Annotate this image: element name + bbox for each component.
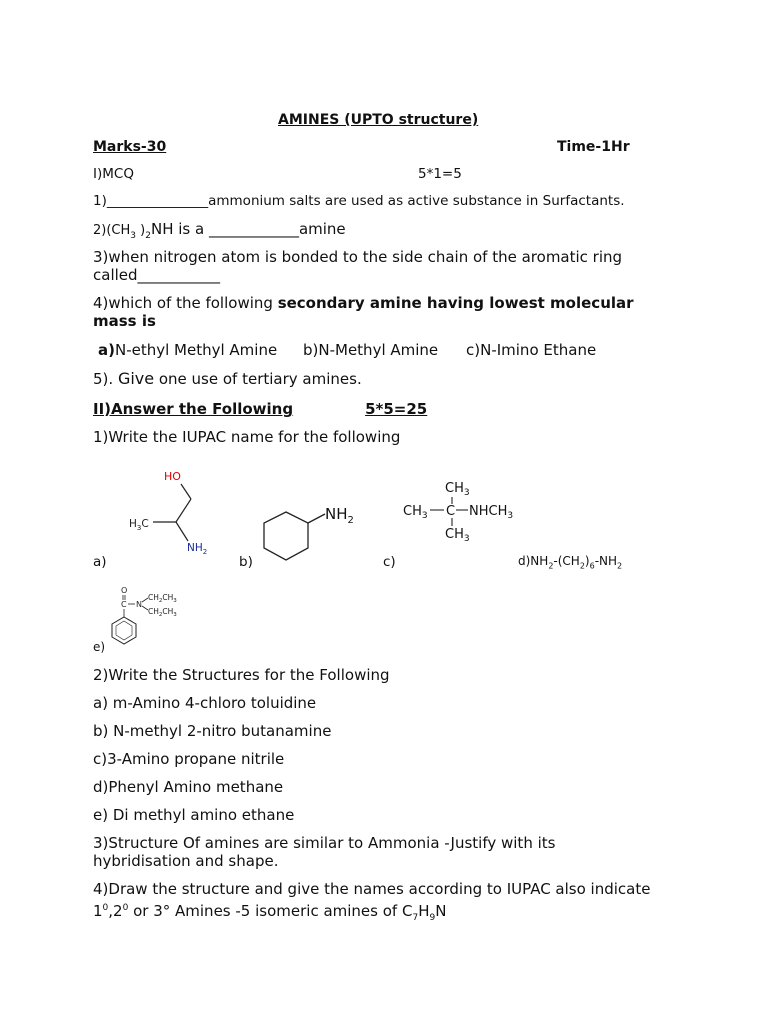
svg-text:CH2CH3: $CH_2CH_3$ bbox=[148, 607, 177, 618]
mcq-heading: I)MCQ bbox=[93, 166, 134, 182]
structure-e-diagram bbox=[106, 582, 196, 650]
mcq-q1: 1)_______________ammonium salts are used as active substance in Surfactants. bbox=[93, 193, 625, 209]
svg-text:CH3: $CH_3$ bbox=[445, 527, 470, 544]
mcq-q3: 3)when nitrogen atom is bonded to the side chain of the aromatic ring called___________ bbox=[93, 248, 623, 284]
section2-heading: II)Answer the Following 5*5=25 bbox=[93, 400, 428, 418]
mcq-score: 5*1=5 bbox=[418, 166, 462, 182]
mcq-q5: 5). Give one use of tertiary amines. bbox=[93, 369, 362, 388]
svg-text:NHCH3: $NHCH_3$ bbox=[469, 504, 514, 521]
section2-q2-a: a) m-Amino 4-chloro toluidine bbox=[93, 694, 317, 712]
mcq-q4-option-b: b)N-Methyl Amine bbox=[303, 341, 439, 359]
structure-a-diagram bbox=[125, 462, 215, 562]
svg-text:C: C bbox=[446, 504, 456, 519]
structure-e-label: e) bbox=[93, 640, 106, 654]
structure-b-label: b) bbox=[239, 554, 253, 570]
section2-q2-e: e) Di methyl amino ethane bbox=[93, 806, 295, 824]
svg-text:O: O bbox=[121, 586, 128, 595]
svg-text:N: N bbox=[136, 600, 142, 609]
section2-q4: 4)Draw the structure and give the names according to IUPAC also indicate $1^0,2^0$ or 3° Amines -5 isomeric amines of $C_7H_9N$ bbox=[93, 880, 651, 923]
section2-q2-c: c)3-Amino propane nitrile bbox=[93, 750, 285, 768]
svg-text:CH3: $CH_3$ bbox=[403, 504, 428, 521]
time-label: Time-1Hr bbox=[557, 139, 630, 155]
struct-a-ho: HO bbox=[164, 470, 181, 483]
mcq-q4: 4)which of the following secondary amine having lowest molecular mass is bbox=[93, 294, 634, 330]
page-title: AMINES (UPTO structure) bbox=[278, 112, 479, 128]
structure-c-label: c) bbox=[383, 554, 396, 570]
section2-q2-b: b) N-methyl 2-nitro butanamine bbox=[93, 722, 332, 740]
svg-text:CH3: $CH_3$ bbox=[445, 481, 470, 498]
svg-text:CH2CH3: $CH_2CH_3$ bbox=[148, 593, 177, 604]
section2-q2-d: d)Phenyl Amino methane bbox=[93, 778, 284, 796]
svg-text:NH2: $NH_2$ bbox=[325, 505, 354, 526]
mcq-q4-option-a: a)N-ethyl Methyl Amine bbox=[98, 341, 278, 359]
marks-label: Marks-30 bbox=[93, 139, 167, 155]
section2-q2: 2)Write the Structures for the Following bbox=[93, 666, 390, 684]
svg-text:C: C bbox=[121, 600, 127, 609]
section2-q3: 3)Structure Of amines are similar to Ammonia -Justify with its hybridisation and shape. bbox=[93, 834, 556, 870]
structure-b-diagram bbox=[258, 498, 368, 570]
structure-d-label: $d)NH_2-(CH_2)_6-NH_2$ bbox=[518, 554, 623, 571]
structure-c-diagram bbox=[400, 476, 530, 548]
svg-text:NH2: $NH_2$ bbox=[187, 542, 208, 556]
mcq-q4-option-c: c)N-Imino Ethane bbox=[466, 341, 597, 359]
structure-a-label: a) bbox=[93, 554, 107, 570]
svg-text:H3C: $H_3C$ bbox=[129, 518, 149, 532]
mcq-q2: $2)(CH_3$ )$_2NH$ is a ____________amine bbox=[93, 220, 346, 241]
section2-q1: 1)Write the IUPAC name for the following bbox=[93, 428, 401, 446]
